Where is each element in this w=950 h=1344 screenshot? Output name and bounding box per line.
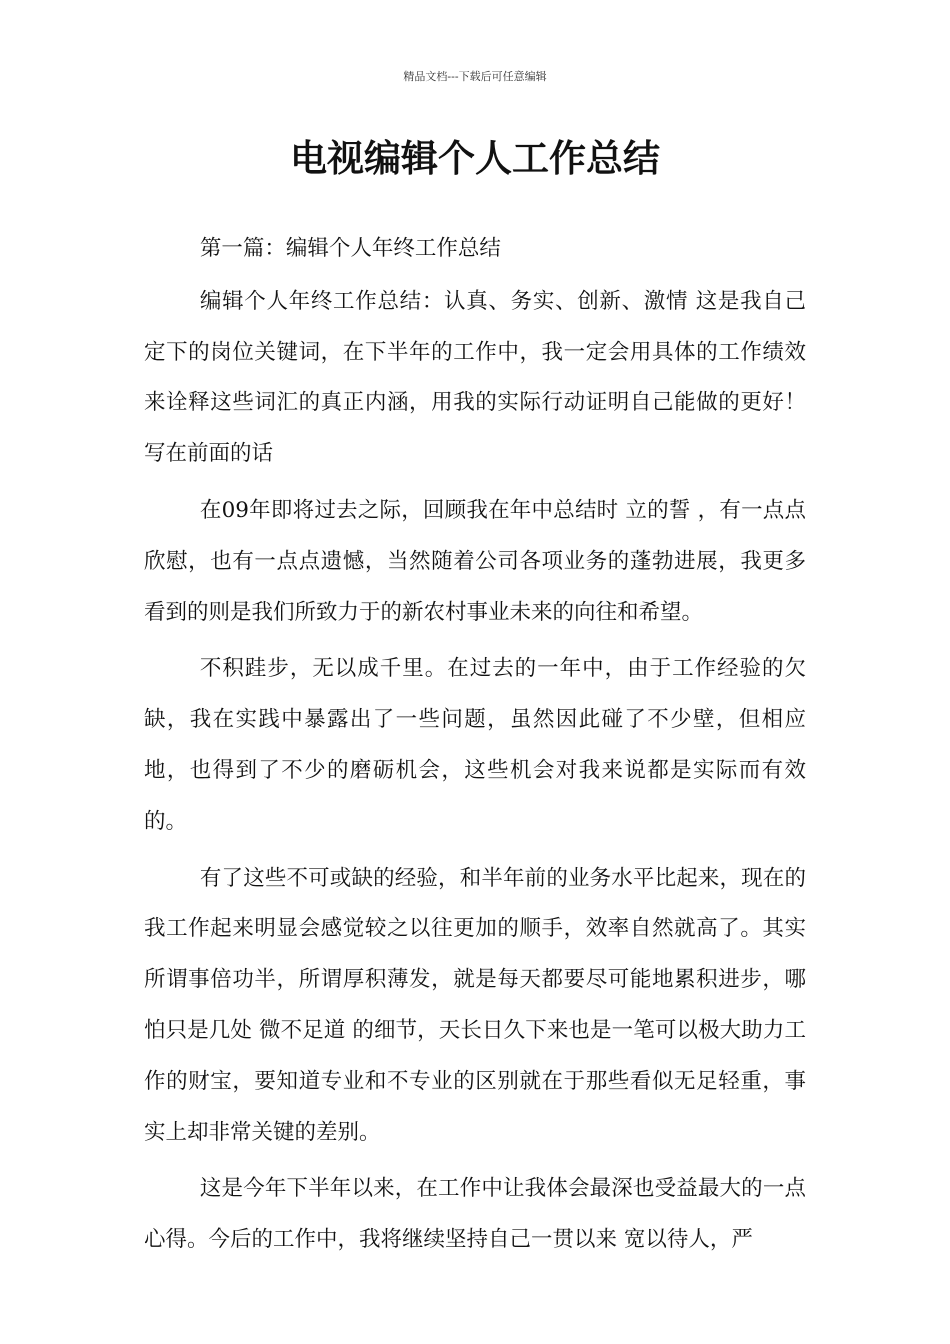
section-heading: 第一篇：编辑个人年终工作总结 [199, 236, 501, 261]
document-body [144, 224, 806, 1272]
document-title: 电视编辑个人工作总结 [290, 137, 660, 180]
paragraph: 这是今年下半年以来，在工作中让我体会最深也受益最大的一点心得。今后的工作中，我将继续坚持自己一贯以来 宽以待人，严 [144, 1176, 806, 1253]
paragraph: 在09年即将过去之际，回顾我在年中总结时 立的誓 ，有一点点欣慰，也有一点点遗憾，当然随着公司各项业务的蓬勃进展，我更多看到的则是我们所致力于的新农村事业未来的向往和希望。 [144, 497, 806, 625]
header-note: 精品文档---下载后可任意编辑 [403, 70, 547, 83]
paragraph: 编辑个人年终工作总结：认真、务实、创新、激情 这是我自己定下的岗位关键词，在下半年的工作中，我一定会用具体的工作绩效来诠释这些词汇的真正内涵，用我的实际行动证明自己能做的更好！写在前面的话 [144, 288, 806, 467]
paragraph: 有了这些不可或缺的经验，和半年前的业务水平比起来，现在的我工作起来明显会感觉较之以往更加的顺手，效率自然就高了。其实所谓事倍功半，所谓厚积薄发，就是每天都要尽可能地累积进步，哪怕只是几处 微不足道 的细节，天长日久下来也是一笔可以极大助力工作的财宝，要知道专业和不专业的区别就在于那些看似无足轻重，事实上却非常关键的差别。 [144, 865, 806, 1145]
paragraph: 不积跬步，无以成千里。在过去的一年中，由于工作经验的欠缺，我在实践中暴露出了一些问题，虽然因此碰了不少壁，但相应地，也得到了不少的磨砺机会，这些机会对我来说都是实际而有效的。 [144, 656, 806, 834]
